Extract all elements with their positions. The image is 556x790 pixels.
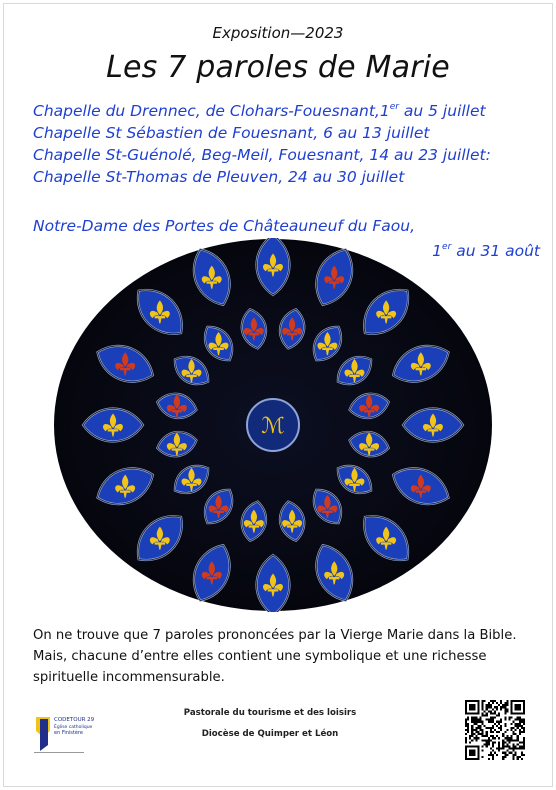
organizer-pastorale: Pastorale du tourisme et des loisirs [183, 708, 357, 718]
organizer-block [150, 703, 390, 745]
svg-text:CODETOUR 29: CODETOUR 29 [54, 717, 95, 723]
description [33, 625, 543, 688]
rose-window-image [53, 238, 493, 612]
exhibition-kicker: Exposition—2023 [212, 24, 344, 42]
venue-line [33, 96, 548, 122]
svg-text:en Finistère: en Finistère [54, 730, 83, 736]
page-title: Les 7 paroles de Marie [106, 50, 450, 85]
venue-line: Chapelle St-Guénolé, Beg-Meil, Fouesnant, 14 au 23 juillet: [33, 146, 491, 164]
description-line: On ne trouve que 7 paroles prononcées par la Vierge Marie dans la Bible. [33, 628, 517, 643]
description-line: Mais, chacune d’entre elles contient une symbolique et une richesse [33, 649, 487, 664]
qr-code [465, 700, 525, 760]
venue-line: Chapelle St-Thomas de Pleuven, 24 au 30 juillet [33, 168, 405, 186]
notre-dame-line: Notre-Dame des Portes de Châteauneuf du Faou, [33, 217, 416, 235]
description-line: spirituelle incommensurable. [33, 670, 225, 685]
marian-monogram-icon: ℳ [261, 414, 285, 439]
nd-date-tail: au 31 août [451, 242, 540, 260]
codetour-logo [32, 711, 102, 757]
venue-tail: au 5 juillet [398, 102, 486, 120]
nd-date-num: 1 [432, 242, 443, 260]
venue-line: Chapelle St Sébastien de Fouesnant, 6 au 13 juillet [33, 124, 430, 142]
nd-date-sup: er [442, 242, 452, 252]
venue-text: Chapelle du Drennec, de Clohars-Fouesnant,1 [33, 102, 390, 120]
venue-superscript: er [389, 102, 399, 112]
venue-list [33, 96, 548, 188]
organizer-diocese: Diocèse de Quimper et Léon [201, 729, 339, 739]
svg-text:Église catholique: Église catholique [54, 725, 93, 730]
